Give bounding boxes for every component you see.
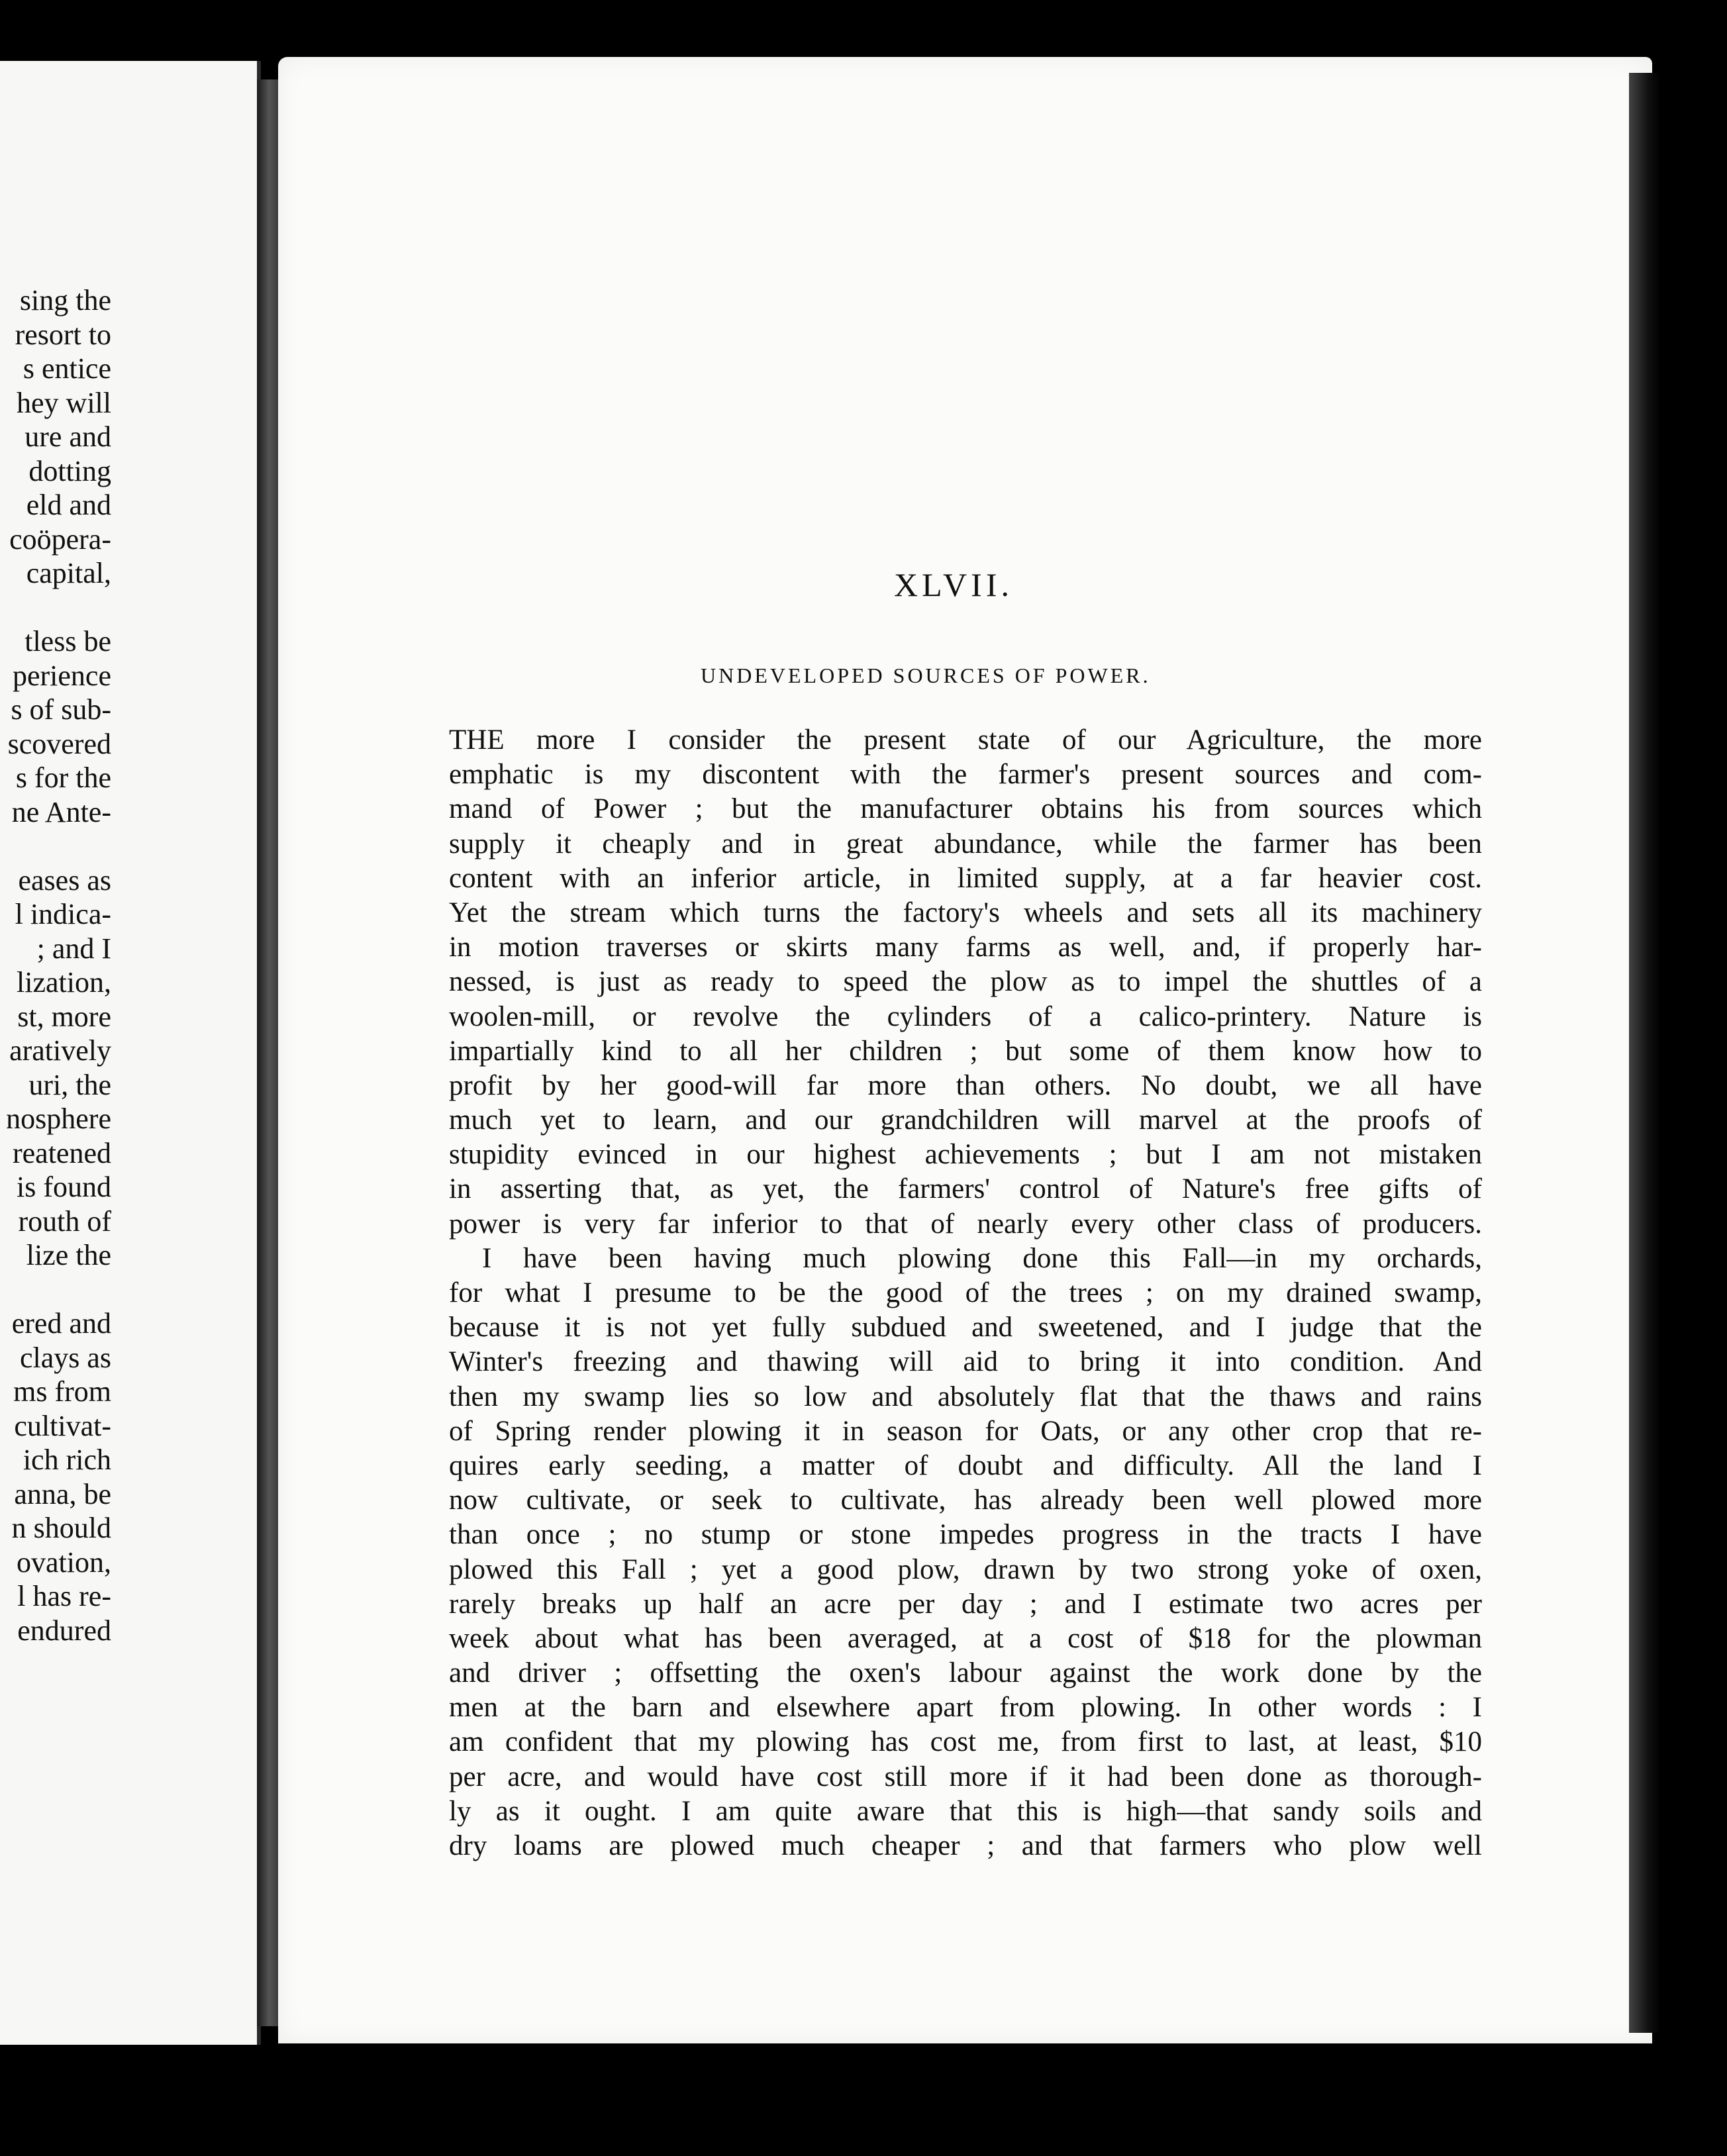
left-page-line: endured [17, 1614, 111, 1647]
body-line: I have been having much plowing done this Fall—in my orchards, [482, 1242, 1482, 1274]
body-line: mand of Power ; but the manufacturer obtains his from sources which [449, 793, 1482, 825]
left-page-line: uri, the [28, 1068, 111, 1101]
left-page-line: s entice [23, 352, 111, 385]
body-line: ly as it ought. I am quite aware that this is high—that sandy soils and [449, 1795, 1482, 1827]
body-line: stupidity evinced in our highest achievements ; but I am not mistaken [449, 1139, 1482, 1171]
body-line: men at the barn and elsewhere apart from plowing. In other words : I [449, 1692, 1482, 1724]
body-line: rarely breaks up half an acre per day ; and I estimate two acres per [449, 1588, 1482, 1620]
body-line: because it is not yet fully subdued and sweetened, and I judge that the [449, 1312, 1482, 1344]
left-page-line: ure and [25, 420, 111, 453]
body-line: and driver ; offsetting the oxen's labour against the work done by the [449, 1657, 1482, 1689]
left-page-line: ered and [11, 1307, 111, 1340]
left-page-line: st, more [17, 1000, 111, 1033]
left-page-line: l indica- [15, 898, 111, 930]
left-page-line: clays as [19, 1341, 111, 1374]
left-page-line: is found [17, 1171, 111, 1203]
body-line: Yet the stream which turns the factory's wheels and sets all its machinery [449, 897, 1482, 928]
left-page-line: ich rich [23, 1444, 111, 1476]
body-text [449, 723, 1482, 1863]
left-page-line: nosphere [6, 1102, 111, 1135]
left-page-line: l has re- [17, 1580, 111, 1612]
left-page-line: ms from [13, 1375, 111, 1408]
left-page-line: routh of [18, 1204, 111, 1238]
left-page-line: s of sub- [11, 693, 111, 726]
body-line: power is very far inferior to that of nearly every other class of producers. [449, 1208, 1482, 1240]
body-line: am confident that my plowing has cost me, from first to last, at least, $10 [449, 1726, 1482, 1758]
body-line: plowed this Fall ; yet a good plow, drawn by two strong yoke of oxen, [449, 1553, 1482, 1585]
left-page-line: lization, [17, 966, 111, 999]
left-page-line: perience [13, 659, 111, 692]
body-line: woolen-mill, or revolve the cylinders of a calico-printery. Nature is [449, 1001, 1482, 1032]
left-page-line: tless be [25, 625, 111, 658]
body-line: then my swamp lies so low and absolutely flat that the thaws and rains [449, 1381, 1482, 1412]
body-line: for what I presume to be the good of the trees ; on my drained swamp, [449, 1277, 1482, 1308]
page-edge [1629, 73, 1661, 2033]
body-line: per acre, and would have cost still more if it had been done as thorough- [449, 1761, 1482, 1792]
left-page-line: aratively [9, 1034, 111, 1067]
body-line: now cultivate, or seek to cultivate, has already been well plowed more [449, 1485, 1482, 1516]
left-page-line: coöpera- [9, 522, 111, 556]
left-page-line: ; and I [36, 932, 111, 965]
body-line: nessed, is just as ready to speed the plow as to impel the shuttles of a [449, 966, 1482, 998]
left-page-line: dotting [28, 454, 111, 487]
body-line: supply it cheaply and in great abundance, while the farmer has been [449, 828, 1482, 859]
body-line: THE more I consider the present state of our Agriculture, the more [449, 724, 1482, 756]
body-line: than once ; no stump or stone impedes progress in the tracts I have [449, 1519, 1482, 1551]
left-page-line: cultivat- [14, 1409, 111, 1442]
left-page [0, 61, 261, 2045]
left-page-line: hey will [17, 386, 111, 419]
left-page-line: sing the [19, 284, 111, 317]
body-line: quires early seeding, a matter of doubt and difficulty. All the land I [449, 1449, 1482, 1481]
body-line: emphatic is my discontent with the farmer's present sources and com- [449, 759, 1482, 791]
chapter-number: XLVII. [894, 566, 1013, 603]
body-line: dry loams are plowed much cheaper ; and that farmers who plow well [449, 1830, 1482, 1861]
left-page-line: ne Ante- [11, 795, 111, 828]
body-line: of Spring render plowing it in season for Oats, or any other crop that re- [449, 1415, 1482, 1447]
left-page-line: anna, be [14, 1477, 111, 1510]
left-page-line: s for the [15, 761, 111, 794]
body-line: content with an inferior article, in limited supply, at a far heavier cost. [449, 862, 1482, 894]
body-line: week about what has been averaged, at a cost of $18 for the plowman [449, 1622, 1482, 1654]
body-line: Winter's freezing and thawing will aid to bring it into condition. And [449, 1346, 1482, 1378]
left-page-line: ovation, [17, 1545, 111, 1579]
left-page-line: resort to [15, 318, 111, 351]
body-line: impartially kind to all her children ; but some of them know how to [449, 1035, 1482, 1067]
left-page-line: capital, [26, 557, 111, 589]
body-line: in asserting that, as yet, the farmers' control of Nature's free gifts of [449, 1173, 1482, 1205]
body-line: profit by her good-will far more than others. No doubt, we all have [449, 1069, 1482, 1101]
left-page-line: eld and [26, 489, 111, 521]
left-page-line: eases as [18, 863, 111, 897]
left-page-line: scovered [7, 727, 111, 760]
chapter-title: UNDEVELOPED SOURCES OF POWER. [701, 663, 1151, 687]
left-page-line: reatened [13, 1136, 111, 1169]
left-page-line: n should [11, 1512, 111, 1544]
body-line: in motion traverses or skirts many farms as well, and, if properly har- [449, 932, 1482, 963]
body-line: much yet to learn, and our grandchildren will marvel at the proofs of [449, 1104, 1482, 1136]
left-page-line: lize the [26, 1239, 111, 1271]
